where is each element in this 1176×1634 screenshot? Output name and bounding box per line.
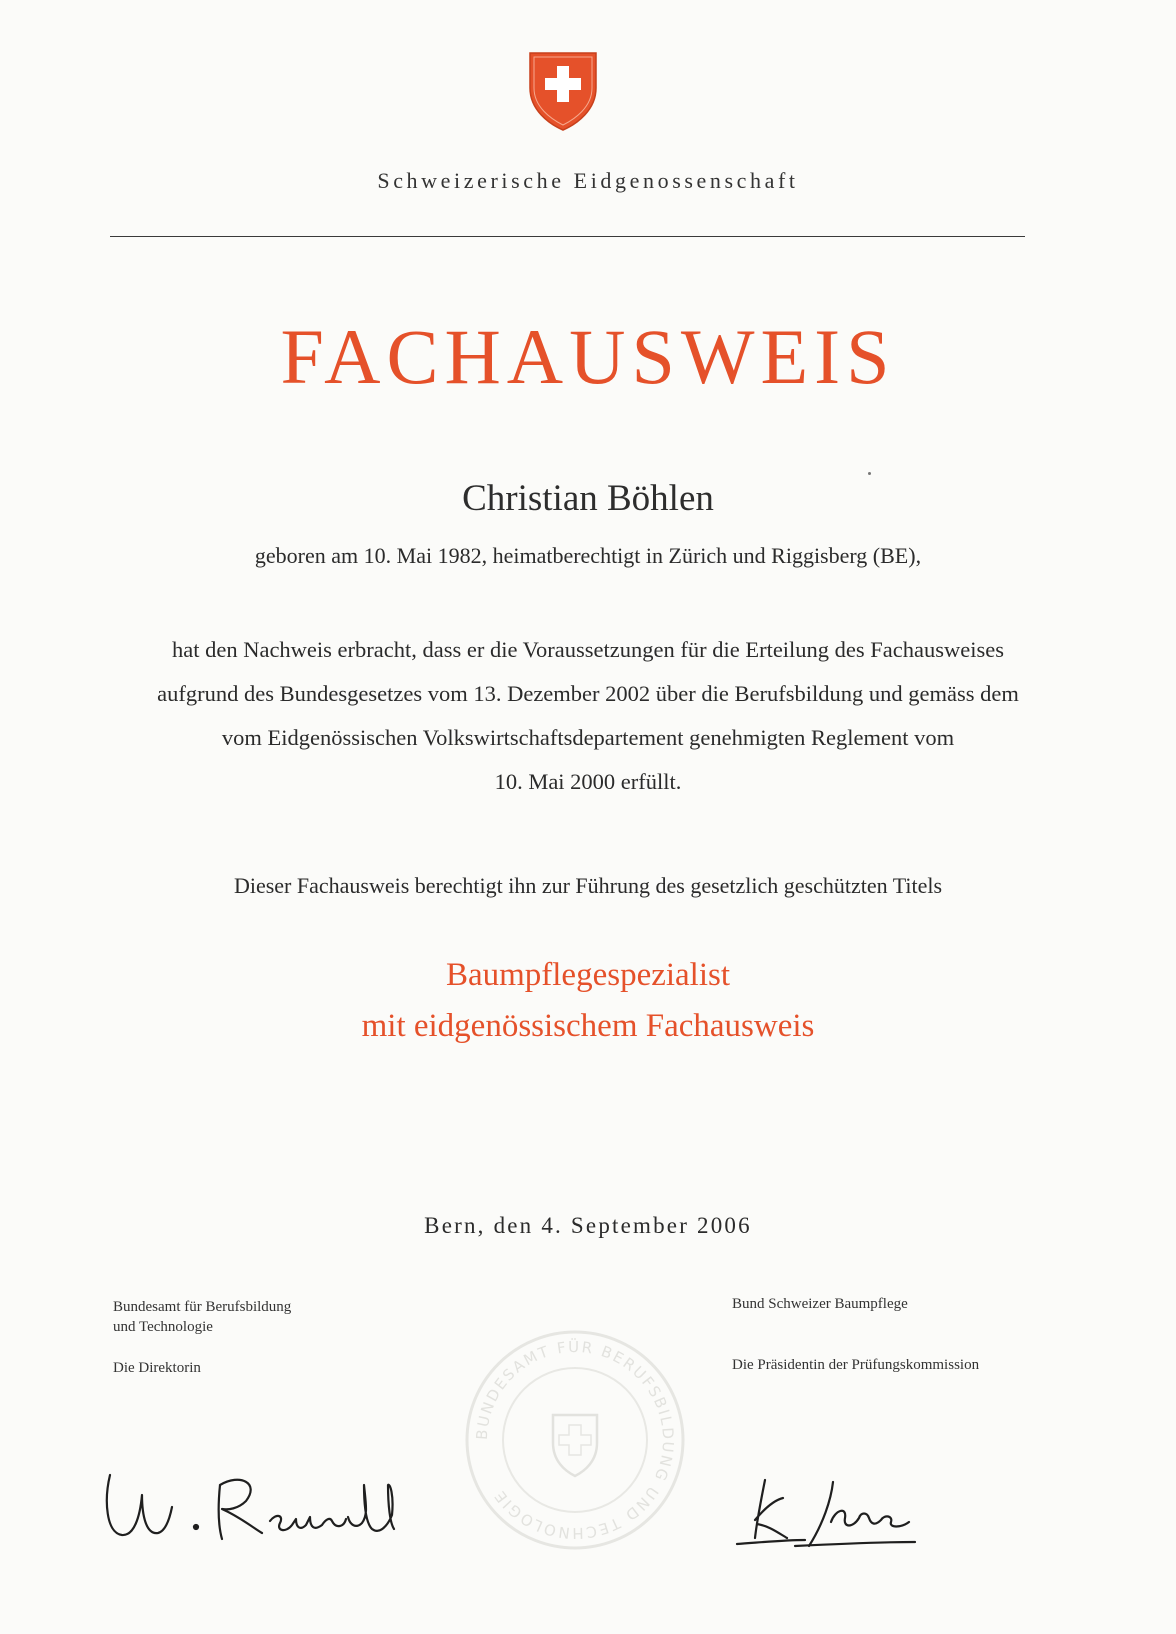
degree-title-line2: mit eidgenössischem Fachausweis [361,1008,815,1044]
place-and-date: Bern, den 4. September 2006 [424,1213,752,1238]
org-line: Bundesamt für Berufsbildung [113,1299,292,1315]
confederation-heading: Schweizerische Eidgenossenschaft [377,168,799,193]
holder-name: Christian Böhlen [462,478,714,519]
swiss-coat-of-arms-icon [527,50,599,132]
signature-left [100,1455,420,1555]
paragraph-line: hat den Nachweis erbracht, dass er die Voraussetzungen für die Erteilung des Fachausweises [171,637,1005,662]
left-signatory-organization [113,1297,373,1337]
header-divider [110,236,1025,237]
paragraph-line: vom Eidgenössischen Volkswirtschaftsdepartement genehmigten Reglement vom [221,725,955,750]
seal-text: BUNDESAMT FÜR BERUFSBILDUNG UND TECHNOLOGIE [472,1337,678,1543]
signature-right [735,1460,935,1560]
paragraph-line: 10. Mai 2000 erfüllt. [494,769,682,794]
entitlement-line: Dieser Fachausweis berechtigt ihn zur Führung des gesetzlich geschützten Titels [233,873,943,898]
right-signatory-role: Die Präsidentin der Prüfungskommission [732,1357,980,1373]
embossed-seal-icon [460,1325,690,1555]
holder-birth-line: geboren am 10. Mai 1982, heimatberechtigt in Zürich und Riggisberg (BE), [254,543,922,568]
paper-speck [868,472,871,475]
degree-title-line1: Baumpflegespezialist [445,957,731,993]
paragraph-line: aufgrund des Bundesgesetzes vom 13. Dezember 2002 über die Berufsbildung und gemäss dem [157,681,1019,706]
org-line: und Technologie [113,1319,213,1335]
right-signatory-organization: Bund Schweizer Baumpflege [732,1296,908,1312]
left-signatory-role: Die Direktorin [113,1360,201,1376]
certificate-title: FACHAUSWEIS [280,313,896,400]
qualification-paragraph [0,628,1176,804]
